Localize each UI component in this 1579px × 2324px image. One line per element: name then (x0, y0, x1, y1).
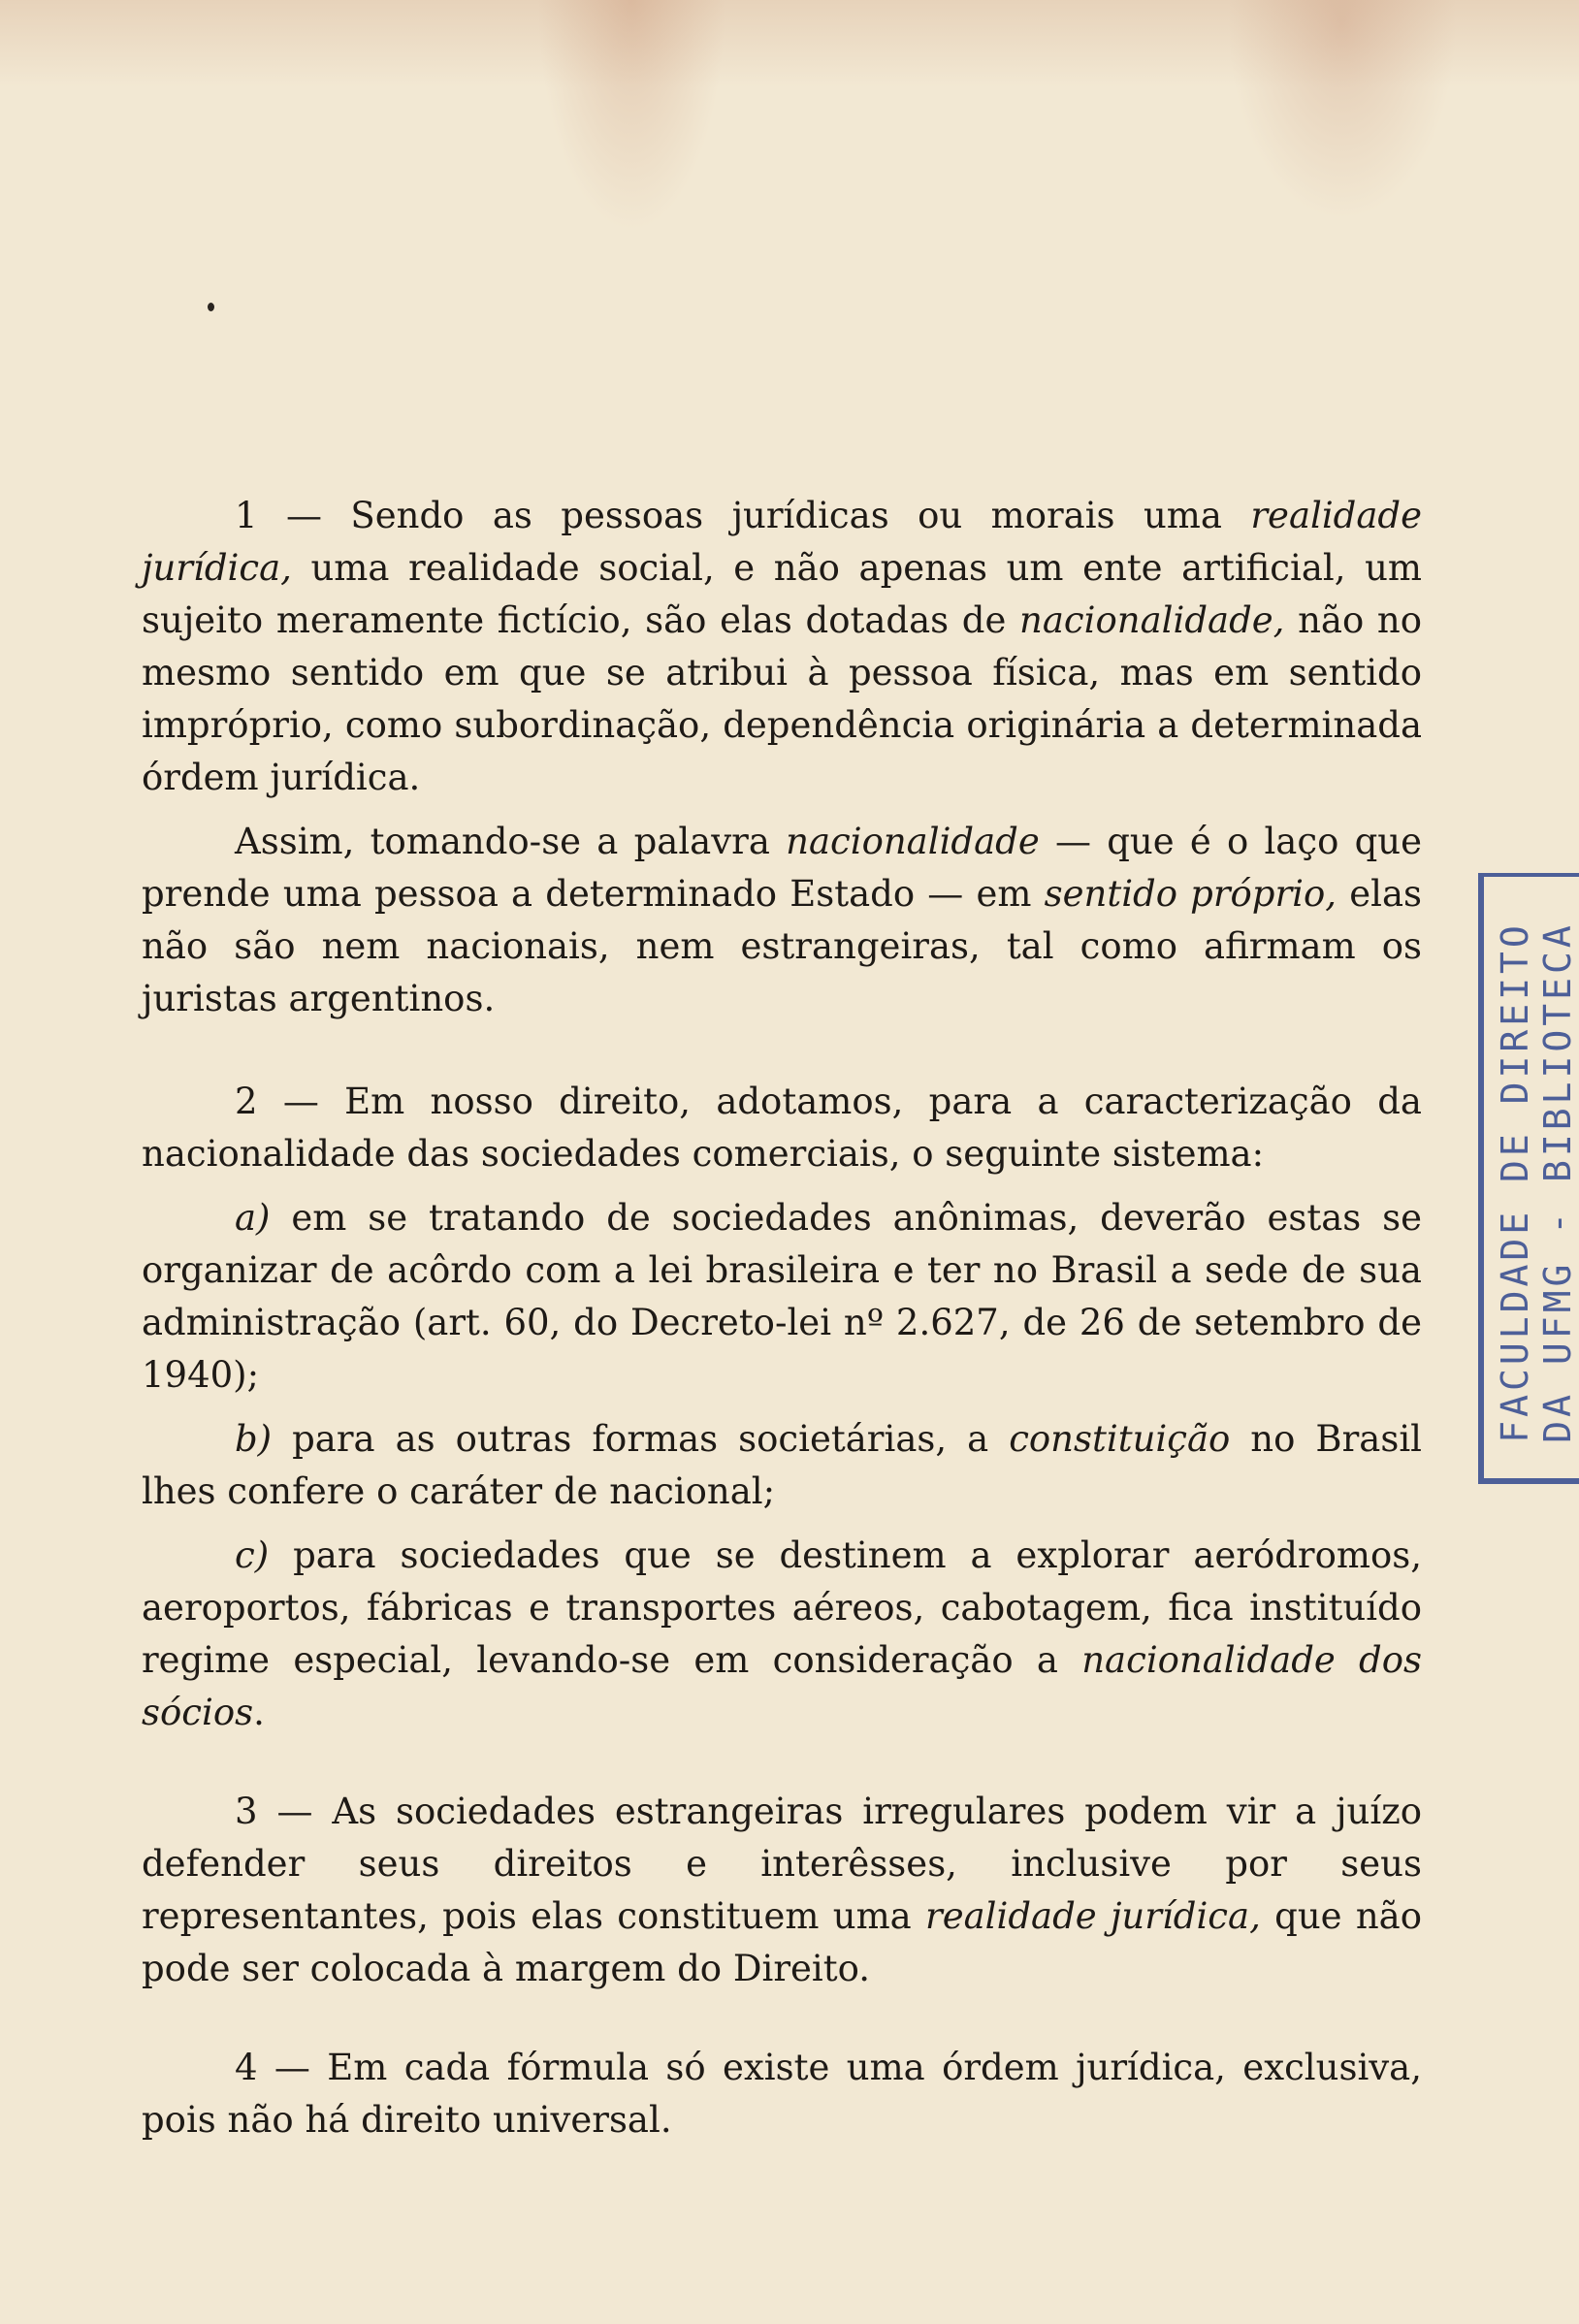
item-c-lead: para sociedades que se destinem a explorar aeródromos, aeroportos, fábricas e transportes aéreos, cabotagem, fica instituído regime especial, levando-se em consideração a (142, 1534, 1422, 1681)
p1-italic-2: nacionalidade, (1019, 599, 1285, 641)
p2-italic-2: sentido próprio, (1044, 873, 1337, 915)
item-c-tail: . (253, 1692, 265, 1733)
paragraph-2 (142, 816, 1422, 1025)
item-b-label: b) (235, 1418, 273, 1460)
p2-mid: — que é o laço que prende uma pessoa a determinado Estado — em (142, 821, 1423, 915)
stamp-line-1: FACULDADE DE DIREITO (1494, 921, 1536, 1443)
p1-lead: 1 — Sendo as pessoas jurídicas ou morais uma (235, 495, 1251, 536)
ink-mark (208, 303, 214, 311)
item-b-lead: para as outras formas societárias, a (272, 1418, 1010, 1460)
paragraph-3 (142, 1076, 1422, 1180)
p4-italic: realidade jurídica, (925, 1895, 1261, 1937)
library-stamp (1478, 873, 1579, 1484)
p2-lead: Assim, tomando-se a palavra (235, 821, 787, 862)
p4-tail: que não pode ser colocada à margem do Direito. (142, 1895, 1423, 1989)
document-body (142, 490, 1422, 2146)
item-a-label: a) (235, 1197, 271, 1239)
p4-lead: 3 — As sociedades estrangeiras irregulares podem vir a juízo defender seus direitos e interêsses, inclusive por seus representantes, pois elas constituem uma (142, 1791, 1422, 1937)
stamp-line-2: DA UFMG - BIBLIOTECA (1536, 921, 1579, 1443)
p3-text: 2 — Em nosso direito, adotamos, para a caracterização da nacionalidade das sociedades comerciais, o seguinte sistema: (142, 1081, 1422, 1175)
item-b (142, 1413, 1422, 1518)
paragraph-5 (142, 2042, 1422, 2146)
p2-italic-1: nacionalidade (786, 821, 1040, 862)
item-a-text: em se tratando de sociedades anônimas, deverão estas se organizar de acôrdo com a lei brasileira e ter no Brasil a sede de sua administração (art. 60, do Decreto-lei nº 2.627, de 26 de setembro de 1940); (142, 1197, 1422, 1396)
p2-tail: elas não são nem nacionais, nem estrangeiras, tal como afirmam os juristas argentinos. (142, 873, 1422, 1019)
p1-tail: não no mesmo sentido em que se atribui à pessoa física, mas em sentido impróprio, como subordinação, dependência originária a determinada órdem jurídica. (142, 599, 1422, 798)
paragraph-1 (142, 490, 1422, 804)
item-c (142, 1530, 1422, 1739)
p1-italic-1: realidade jurídica, (142, 495, 1422, 589)
item-a (142, 1192, 1422, 1402)
p5-text: 4 — Em cada fórmula só existe uma órdem jurídica, exclusiva, pois não há direito universal. (142, 2047, 1422, 2141)
item-b-italic: constituição (1009, 1418, 1231, 1460)
item-b-tail: no Brasil lhes confere o caráter de nacional; (142, 1418, 1422, 1512)
item-c-italic: nacionalidade dos sócios (142, 1639, 1423, 1733)
item-c-label: c) (235, 1534, 270, 1576)
p1-mid: uma realidade social, e não apenas um ente artificial, um sujeito meramente fictício, são elas dotadas de (142, 547, 1422, 641)
paragraph-4 (142, 1786, 1422, 1995)
